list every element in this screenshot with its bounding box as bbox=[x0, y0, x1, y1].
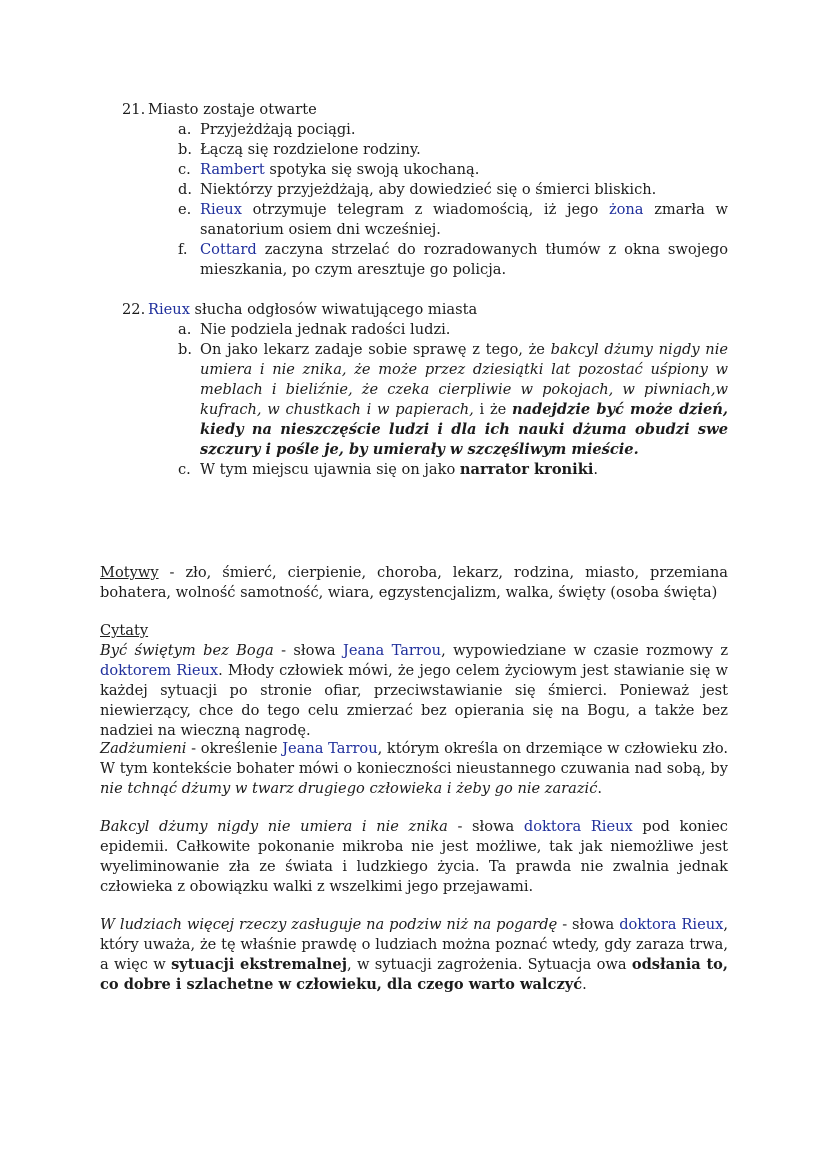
subitem-letter: e. bbox=[178, 201, 192, 218]
link-jean-tarrou[interactable]: Jeana Tarrou bbox=[282, 740, 378, 757]
list-item-22-heading bbox=[122, 300, 728, 320]
quote-text: - słowa bbox=[557, 916, 620, 933]
subitem-letter: b. bbox=[178, 141, 192, 158]
subitem-letter: a. bbox=[178, 121, 192, 138]
link-doktor-rieux[interactable]: doktora Rieux bbox=[619, 916, 724, 933]
quote-text: , w sytuacji zagrożenia. Sytuacja owa bbox=[347, 956, 632, 973]
link-rieux[interactable]: Rieux bbox=[148, 301, 190, 318]
subitem-21b bbox=[178, 140, 728, 160]
link-jean-tarrou[interactable]: Jeana Tarrou bbox=[342, 642, 442, 659]
item-title: słucha odgłosów wiwatującego miasta bbox=[189, 301, 478, 318]
subitem-text: spotyka się swoją ukochaną. bbox=[264, 161, 480, 178]
quote-text: , którym określa on drzemiące w człowieku zło. W tym kontekście bohater mówi o konieczności nieustannego czuwania nad sobą, by bbox=[100, 740, 728, 777]
subitem-text: Przyjeżdżają pociągi. bbox=[200, 121, 356, 138]
item-number: 21. bbox=[122, 101, 146, 118]
quote-1 bbox=[100, 641, 728, 741]
quote-text: , wypowiedziane w czasie rozmowy z bbox=[441, 642, 729, 659]
subitem-letter: d. bbox=[178, 181, 192, 198]
subitem-letter: c. bbox=[178, 461, 191, 478]
list-item-21-heading bbox=[122, 100, 728, 120]
subitem-21f bbox=[178, 240, 728, 280]
quote-italic: bakcyl dżumy nigdy nie umiera i nie znika, że może przez dziesiątki lat pozostać uśpiony w meblach i bieliźnie, że czeka cierpliwie w pokojach, w piwniach,w kufrach, w chustkach i w papierach, bbox=[200, 341, 728, 418]
subitem-21d bbox=[178, 180, 728, 200]
quote-bold-italic: nadejdzie być może dzień, kiedy na nieszczęście ludzi i dla ich nauki dżuma obudzi swe szczury i pośle je, by umierały w szczęśliwym mieście. bbox=[200, 401, 728, 458]
quote-text: . bbox=[597, 780, 603, 797]
subitem-22b bbox=[178, 340, 728, 460]
quote-3 bbox=[100, 817, 728, 897]
quote-title: Bakcyl dżumy nigdy nie umiera i nie znika bbox=[100, 818, 448, 835]
subitem-text: zaczyna strzelać do rozradowanych tłumów z okna swojego mieszkania, po czym aresztuje go policja. bbox=[200, 241, 728, 278]
bold-term: narrator kroniki bbox=[459, 461, 594, 478]
subitem-22a bbox=[178, 320, 728, 340]
link-doktor-rieux[interactable]: doktorem Rieux bbox=[100, 662, 219, 679]
quote-text: - słowa bbox=[447, 818, 524, 835]
quote-text: - słowa bbox=[273, 642, 343, 659]
quote-4 bbox=[100, 915, 728, 995]
motywy-paragraph bbox=[100, 563, 728, 603]
subitem-text: i że bbox=[473, 401, 512, 418]
subitem-text: W tym miejscu ujawnia się on jako bbox=[200, 461, 460, 478]
motywy-text: - zło, śmierć, cierpienie, choroba, lekarz, rodzina, miasto, przemiana bohatera, wolność samotność, wiara, egzystencjalizm, walka, święty (osoba święta) bbox=[100, 564, 728, 601]
subitem-text: On jako lekarz zadaje sobie sprawę z tego, że bbox=[200, 341, 551, 358]
subitem-text: zmarła w sanatorium osiem dni wcześniej. bbox=[200, 201, 729, 238]
subitem-letter: b. bbox=[178, 341, 192, 358]
quote-title: Być świętym bez Boga bbox=[100, 642, 274, 659]
period: . bbox=[593, 461, 599, 478]
subitem-text: Nie podziela jednak radości ludzi. bbox=[200, 321, 451, 338]
link-zona[interactable]: żona bbox=[608, 201, 644, 218]
bold-term: sytuacji ekstremalnej bbox=[171, 956, 348, 973]
subitem-21c bbox=[178, 160, 728, 180]
quote-title: W ludziach więcej rzeczy zasługuje na podziw niż na pogardę bbox=[100, 916, 558, 933]
subitem-21a bbox=[178, 120, 728, 140]
motywy-label: Motywy bbox=[100, 564, 159, 581]
subitem-letter: f. bbox=[178, 241, 188, 258]
subitem-text: Niektórzy przyjeżdżają, aby dowiedzieć się o śmierci bliskich. bbox=[200, 181, 657, 198]
subitem-letter: a. bbox=[178, 321, 192, 338]
quote-text: . Młody człowiek mówi, że jego celem życiowym jest stawianie się w każdej sytuacji po stronie ofiar, przeciwstawianie się śmierci. Ponieważ jest niewierzący, chce do tego celu zmierzać bez opierania się na Bogu, a także bez nadziei na wieczną nagrodę. bbox=[100, 662, 728, 739]
bold-term: odsłania to, co dobre i szlachetne w człowieku, dla czego warto walczyć bbox=[100, 956, 728, 993]
subitem-22c bbox=[178, 460, 728, 480]
item-title: Miasto zostaje otwarte bbox=[148, 101, 317, 118]
quote-title: Zadżumieni bbox=[100, 740, 187, 757]
link-rieux[interactable]: Rieux bbox=[200, 201, 242, 218]
subitem-21e bbox=[178, 200, 728, 240]
quote-2 bbox=[100, 739, 728, 799]
cytaty-label: Cytaty bbox=[100, 622, 149, 639]
quote-italic: nie tchnąć dżumy w twarz drugiego człowieka i żeby go nie zarazić bbox=[100, 780, 598, 797]
subitem-text: Łączą się rozdzielone rodziny. bbox=[200, 141, 421, 158]
item-number: 22. bbox=[122, 301, 146, 318]
link-rambert[interactable]: Rambert bbox=[200, 161, 265, 178]
quote-text: . bbox=[582, 976, 587, 993]
subitem-letter: c. bbox=[178, 161, 191, 178]
link-doktor-rieux[interactable]: doktora Rieux bbox=[523, 818, 633, 835]
quote-text: , który uważa, że tę właśnie prawdę o ludziach można poznać wtedy, gdy zaraza trwa, a więc w bbox=[100, 916, 728, 973]
quote-text: - określenie bbox=[186, 740, 283, 757]
subitem-text: otrzymuje telegram z wiadomością, iż jego bbox=[241, 201, 609, 218]
cytaty-heading bbox=[100, 621, 728, 641]
quote-text: pod koniec epidemii. Całkowite pokonanie mikroba nie jest możliwe, tak jak niemożliwe jest wyeliminowanie zła ze świata i ludzkiego życia. Ta prawda nie zwalnia jednak człowieka z obowiązku walki z wszelkimi jego przejawami. bbox=[100, 818, 728, 895]
link-cottard[interactable]: Cottard bbox=[200, 241, 257, 258]
